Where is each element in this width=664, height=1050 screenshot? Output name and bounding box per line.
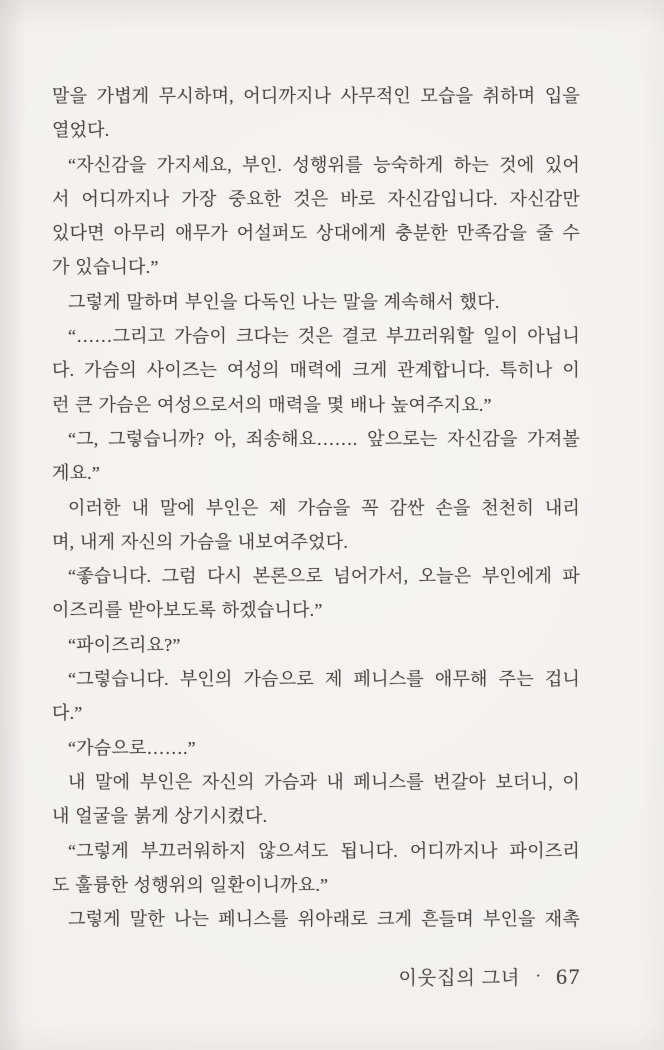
- text-line: “가슴으로…….”: [68, 737, 196, 758]
- text-line: 말을 가볍게 무시하며, 어디까지나 사무적인 모습을 취하며 입을: [52, 86, 580, 106]
- text-line: “그렇게 부끄러워하지 않으셔도 됩니다. 어디까지나 파이즈리: [68, 840, 580, 861]
- separator-dot: ·: [535, 966, 541, 985]
- text-line: “그, 그렇습니까? 아, 죄송해요……. 앞으로는 자신감을 가져볼: [68, 428, 580, 449]
- text-line: “파이즈리요?”: [68, 634, 181, 655]
- text-line: “그렇습니다. 부인의 가슴으로 제 페니스를 애무해 주는 겁니: [68, 669, 580, 690]
- text-line: 다.”: [52, 703, 83, 724]
- text-line: 내 얼굴을 붉게 상기시켰다.: [52, 806, 268, 827]
- text-line: 그렇게 말한 나는 페니스를 위아래로 크게 흔들며 부인을 재촉: [68, 909, 580, 930]
- text-line: 게요.”: [52, 463, 101, 484]
- text-line: 런 큰 가슴은 여성으로서의 매력을 몇 배나 높여주지요.”: [52, 394, 492, 415]
- page-footer: [398, 963, 581, 990]
- text-line: 며, 내게 자신의 가슴을 내보여주었다.: [52, 531, 349, 552]
- body-text: [52, 79, 580, 936]
- text-line: 다. 가슴의 사이즈는 여성의 매력에 크게 관계합니다. 특히나 이: [52, 360, 580, 381]
- text-line: “자신감을 가지세요, 부인. 성행위를 능숙하게 하는 것에 있어: [68, 154, 580, 175]
- text-line: “……그리고 가슴이 크다는 것은 결코 부끄러워할 일이 아닙니: [68, 326, 580, 347]
- running-title: 이웃집의 그녀: [398, 968, 521, 989]
- text-line: 그렇게 말하며 부인을 다독인 나는 말을 계속해서 했다.: [68, 291, 500, 312]
- text-line: “좋습니다. 그럼 다시 본론으로 넘어가서, 오늘은 부인에게 파: [68, 566, 580, 587]
- text-line: 열었다.: [52, 120, 110, 141]
- text-line: 있다면 아무리 애무가 어설퍼도 상대에게 충분한 만족감을 줄 수: [52, 223, 580, 244]
- text-line: 서 어디까지나 가장 중요한 것은 바로 자신감입니다. 자신감만: [52, 188, 580, 209]
- text-line: 도 훌륭한 성행위의 일환이니까요.”: [52, 874, 329, 895]
- text-line: 가 있습니다.”: [52, 257, 159, 278]
- text-line: 내 말에 부인은 자신의 가슴과 내 페니스를 번갈아 보더니, 이: [68, 771, 580, 792]
- text-line: 이러한 내 말에 부인은 제 가슴을 꼭 감싼 손을 천천히 내리: [68, 497, 580, 518]
- text-line: 이즈리를 받아보도록 하겠습니다.”: [52, 600, 323, 621]
- page-number: 67: [556, 964, 581, 989]
